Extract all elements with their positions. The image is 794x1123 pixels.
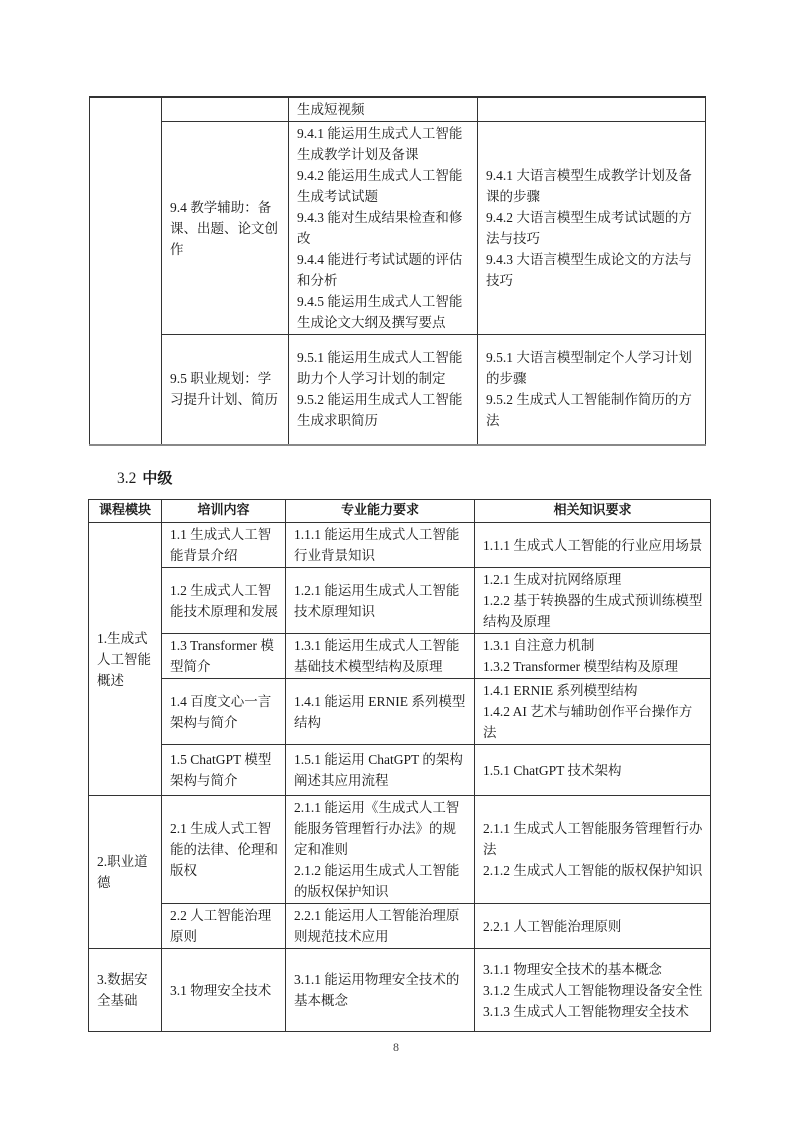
header-content: 培训内容 (162, 500, 286, 523)
ability-cell (289, 335, 478, 445)
knowledge-cell (478, 97, 706, 122)
content-cell: 9.4 教学辅助：备课、出题、论文创作 (162, 122, 289, 335)
knowledge-line: 1.4.1 ERNIE 系列模型结构 (483, 683, 638, 698)
ability-line: 9.4.1 能运用生成式人工智能生成教学计划及备课 (297, 126, 463, 162)
header-module: 课程模块 (89, 500, 162, 523)
ability-cell (289, 122, 478, 335)
knowledge-line: 1.3.1 自注意力机制 (483, 638, 595, 653)
content-cell: 1.3 Transformer 模型简介 (162, 634, 286, 679)
knowledge-line: 3.1.2 生成式人工智能物理设备安全性 (483, 982, 703, 998)
content-cell: 2.1 生成人式工智能的法律、伦理和版权 (162, 796, 286, 904)
knowledge-cell (475, 523, 711, 568)
content-cell (162, 97, 289, 122)
knowledge-line: 1.5.1 ChatGPT 技术架构 (483, 762, 622, 778)
ability-line: 1.2.1 能运用生成式人工智能技术原理知识 (294, 582, 460, 619)
ability-line: 9.4.2 能运用生成式人工智能生成考试试题 (297, 168, 463, 204)
ability-line: 9.4.4 能进行考试试题的评估和分析 (297, 252, 463, 288)
knowledge-line: 2.1.2 生成式人工智能的版权保护知识 (483, 863, 703, 878)
table-row (89, 904, 711, 949)
table-row (89, 949, 711, 1032)
content-cell: 1.2 生成式人工智能技术原理和发展 (162, 568, 286, 634)
ability-line: 生成短视频 (297, 102, 365, 117)
ability-line: 1.5.1 能运用 ChatGPT 的架构阐述其应用流程 (294, 752, 463, 788)
knowledge-cell (475, 634, 711, 679)
knowledge-cell (475, 904, 711, 949)
ability-cell (286, 568, 475, 634)
upper-curriculum-table (89, 96, 706, 446)
table-row (89, 634, 711, 679)
ability-line: 1.1.1 能运用生成式人工智能行业背景知识 (294, 527, 460, 563)
knowledge-line: 1.3.2 Transformer 模型结构及原理 (483, 659, 678, 674)
knowledge-line: 9.4.1 大语言模型生成教学计划及备课的步骤 (486, 168, 692, 204)
knowledge-line: 1.1.1 生成式人工智能的行业应用场景 (483, 537, 703, 553)
module-cell: 3.数据安全基础 (89, 949, 162, 1032)
ability-line: 2.1.1 能运用《生成式人工智能服务管理暂行办法》的规定和准则 (294, 800, 460, 857)
knowledge-cell (475, 679, 711, 745)
ability-line: 9.4.5 能运用生成式人工智能生成论文大纲及撰写要点 (297, 294, 463, 330)
ability-cell (286, 523, 475, 568)
intermediate-curriculum-table (88, 499, 711, 1032)
table-header-row (89, 500, 711, 523)
knowledge-cell (478, 335, 706, 445)
knowledge-line: 2.2.1 人工智能治理原则 (483, 918, 622, 934)
knowledge-line: 1.4.2 AI 艺术与辅助创作平台操作方法 (483, 704, 693, 740)
content-cell: 3.1 物理安全技术 (162, 949, 286, 1032)
header-knowledge: 相关知识要求 (475, 500, 711, 523)
knowledge-line: 3.1.3 生成式人工智能物理安全技术 (483, 1003, 689, 1019)
table-row (90, 97, 706, 122)
table-row (89, 523, 711, 568)
ability-line: 3.1.1 能运用物理安全技术的基本概念 (294, 972, 460, 1008)
ability-cell (286, 904, 475, 949)
ability-line: 9.4.3 能对生成结果检查和修改 (297, 210, 463, 246)
knowledge-line: 3.1.1 物理安全技术的基本概念 (483, 961, 662, 977)
ability-cell (286, 949, 475, 1032)
content-cell: 9.5 职业规划：学习提升计划、简历 (162, 335, 289, 445)
knowledge-cell (475, 568, 711, 634)
content-cell: 1.1 生成式人工智能背景介绍 (162, 523, 286, 568)
content-cell: 2.2 人工智能治理原则 (162, 904, 286, 949)
ability-cell (289, 97, 478, 122)
knowledge-cell (475, 796, 711, 904)
table-row (89, 679, 711, 745)
knowledge-line: 9.4.2 大语言模型生成考试试题的方法与技巧 (486, 210, 692, 246)
knowledge-cell (475, 745, 711, 796)
ability-line: 9.5.2 能运用生成式人工智能生成求职简历 (297, 392, 463, 429)
module-cell (90, 97, 162, 445)
knowledge-line: 9.4.3 大语言模型生成论文的方法与技巧 (486, 252, 692, 288)
table-row (90, 122, 706, 335)
table-row (89, 568, 711, 634)
ability-line: 2.2.1 能运用人工智能治理原则规范技术应用 (294, 908, 460, 944)
section-title: 中级 (142, 469, 173, 487)
knowledge-cell (478, 122, 706, 335)
table-row (89, 745, 711, 796)
header-ability: 专业能力要求 (286, 500, 475, 523)
ability-line: 2.1.2 能运用生成式人工智能的版权保护知识 (294, 863, 460, 899)
section-number: 3.2 (117, 470, 137, 487)
table-row (89, 796, 711, 904)
section-heading (117, 467, 172, 488)
content-cell: 1.4 百度文心一言架构与简介 (162, 679, 286, 745)
knowledge-line: 9.5.1 大语言模型制定个人学习计划的步骤 (486, 350, 692, 387)
table-row (90, 335, 706, 445)
page-number: 8 (393, 1040, 399, 1054)
ability-cell (286, 679, 475, 745)
knowledge-line: 2.1.1 生成式人工智能服务管理暂行办法 (483, 821, 703, 857)
module-cell: 2.职业道德 (89, 796, 162, 949)
ability-cell (286, 796, 475, 904)
ability-line: 1.4.1 能运用 ERNIE 系列模型结构 (294, 693, 466, 730)
content-cell: 1.5 ChatGPT 模型架构与简介 (162, 745, 286, 796)
knowledge-line: 9.5.2 生成式人工智能制作简历的方法 (486, 392, 692, 429)
ability-cell (286, 745, 475, 796)
knowledge-line: 1.2.1 生成对抗网络原理 (483, 572, 622, 587)
knowledge-line: 1.2.2 基于转换器的生成式预训练模型结构及原理 (483, 593, 703, 629)
ability-cell (286, 634, 475, 679)
ability-line: 9.5.1 能运用生成式人工智能助力个人学习计划的制定 (297, 350, 463, 387)
module-cell: 1.生成式人工智能概述 (89, 523, 162, 796)
ability-line: 1.3.1 能运用生成式人工智能基础技术模型结构及原理 (294, 638, 460, 674)
knowledge-cell (475, 949, 711, 1032)
